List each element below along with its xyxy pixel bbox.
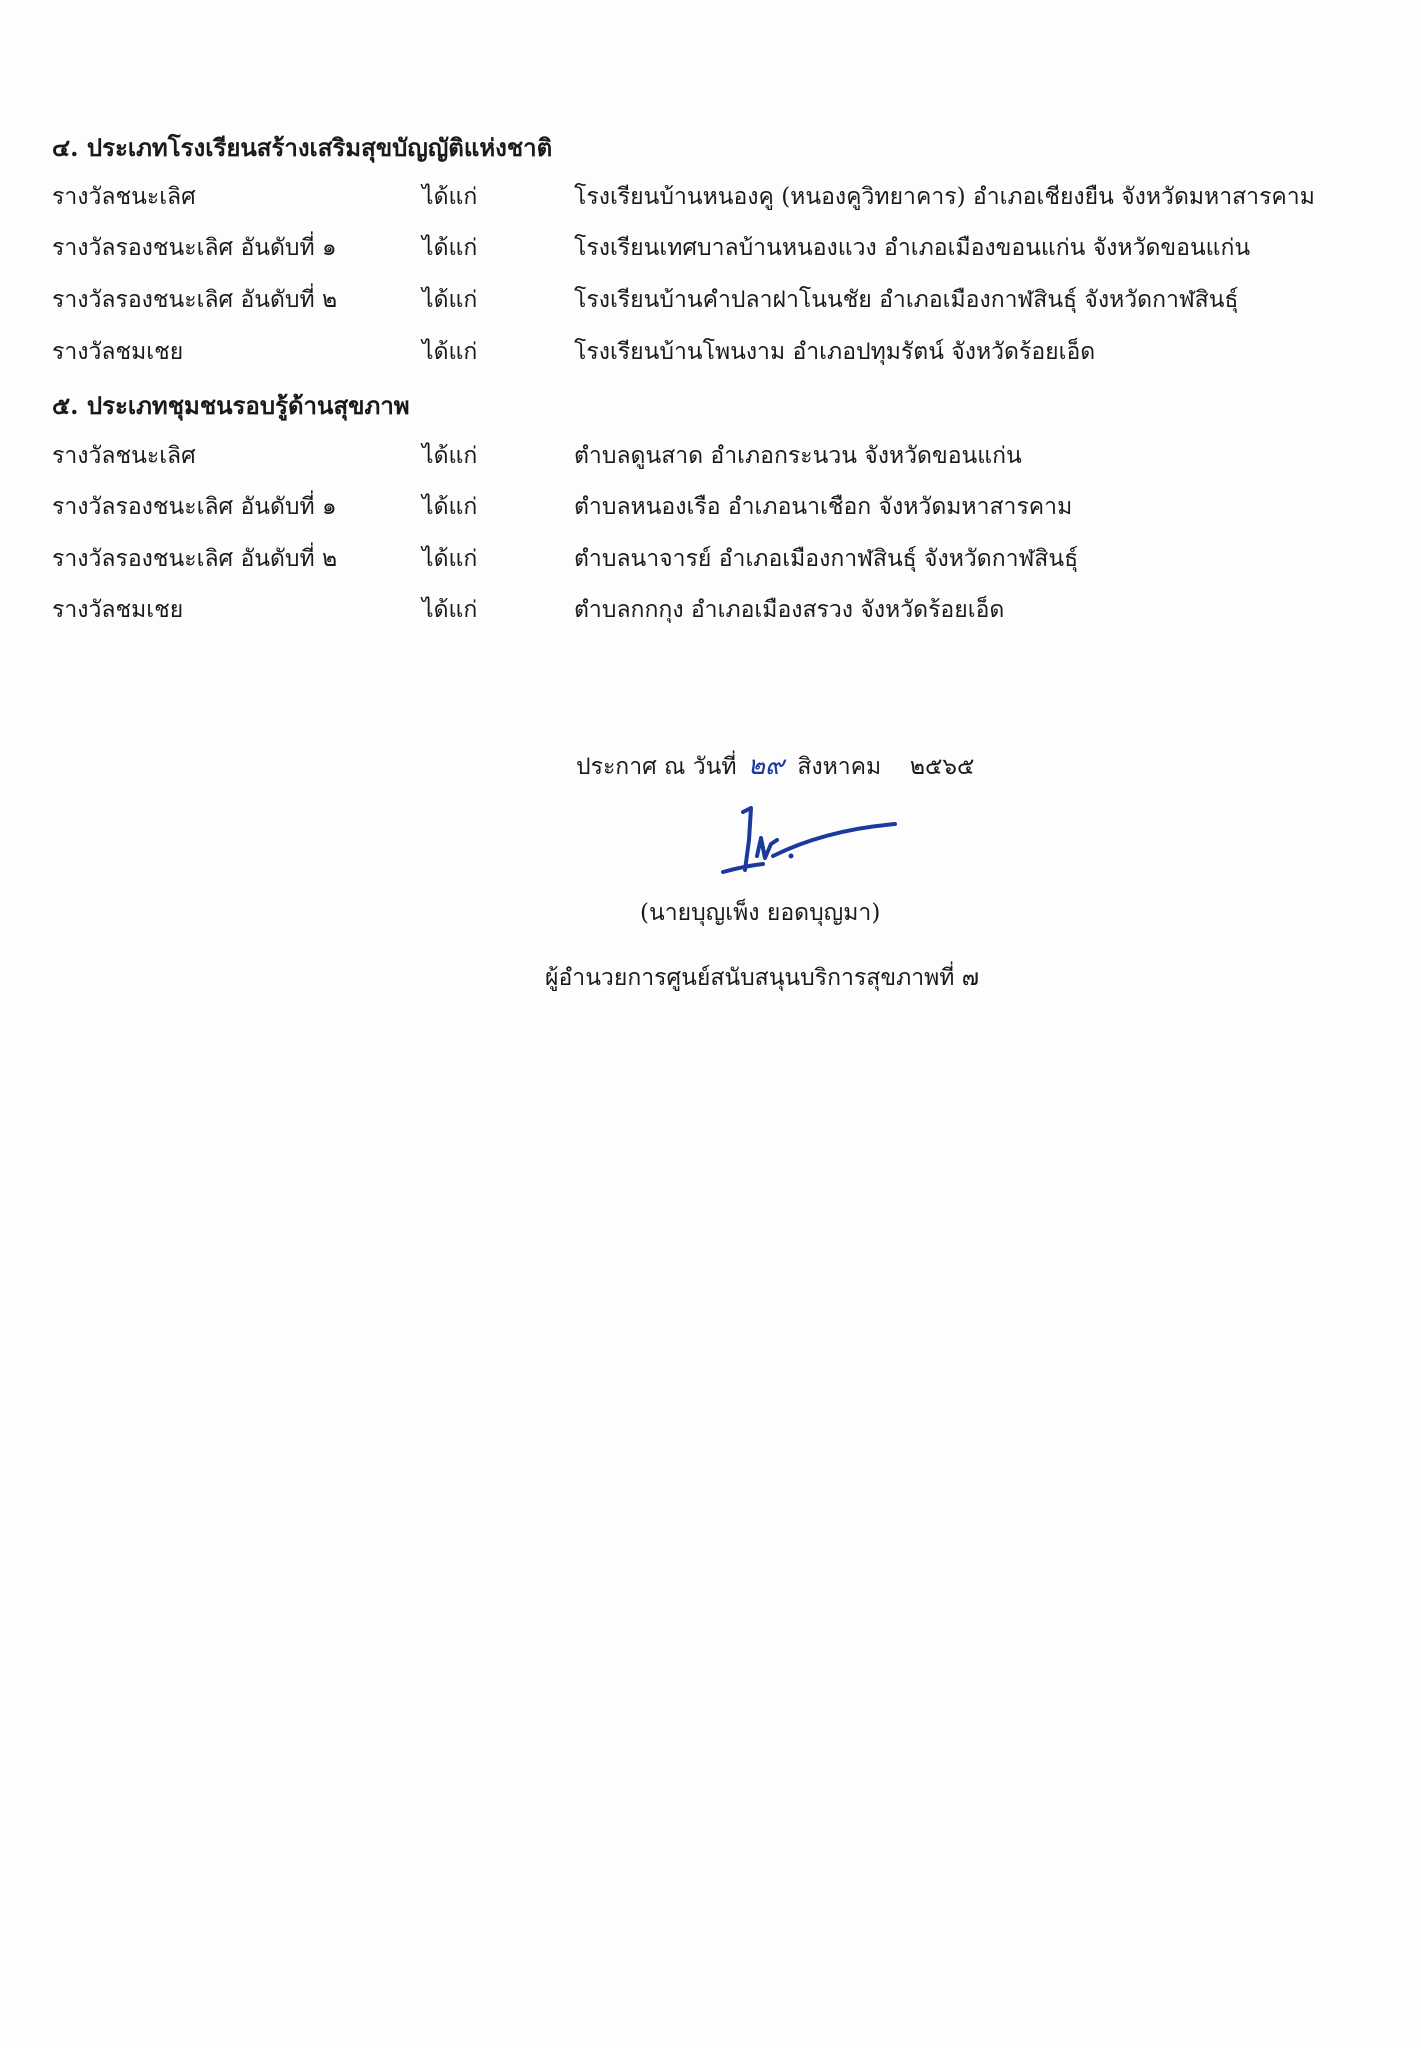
award-name: รางวัลรองชนะเลิศ อันดับที่ ๑ xyxy=(52,235,337,261)
award-name: รางวัลรองชนะเลิศ อันดับที่ ๒ xyxy=(52,287,338,313)
section-4-row xyxy=(0,230,1421,270)
award-name: รางวัลชมเชย xyxy=(52,339,184,365)
section-5-row xyxy=(0,438,1421,478)
handwritten-signature xyxy=(715,800,905,890)
section-5-title: ๕. ประเภทชุมชนรอบรู้ด้านสุขภาพ xyxy=(52,391,410,420)
given-to-label: ได้แก่ xyxy=(422,235,478,261)
given-to-label: ได้แก่ xyxy=(422,546,478,572)
given-to-label: ได้แก่ xyxy=(422,597,478,623)
award-name: รางวัลชมเชย xyxy=(52,597,184,623)
award-name: รางวัลรองชนะเลิศ อันดับที่ ๑ xyxy=(52,494,337,520)
announcement-date-line xyxy=(576,745,974,786)
award-name: รางวัลชนะเลิศ xyxy=(52,443,196,469)
recipient-name: โรงเรียนเทศบาลบ้านหนองแวง อำเภอเมืองขอนแก่น จังหวัดขอนแก่น xyxy=(574,235,1251,261)
signer-title: ผู้อำนวยการศูนย์สนับสนุนบริการสุขภาพที่ ๗ xyxy=(545,965,980,991)
handwritten-day: ๒๙ xyxy=(747,751,785,781)
given-to-label: ได้แก่ xyxy=(422,494,478,520)
award-name: รางวัลชนะเลิศ xyxy=(52,184,196,210)
given-to-label: ได้แก่ xyxy=(422,339,478,365)
announcement-month: สิงหาคม xyxy=(797,754,882,780)
recipient-name: โรงเรียนบ้านหนองคู (หนองคูวิทยาคาร) อำเภอเชียงยืน จังหวัดมหาสารคาม xyxy=(574,184,1315,210)
recipient-name: โรงเรียนบ้านโพนงาม อำเภอปทุมรัตน์ จังหวัดร้อยเอ็ด xyxy=(574,339,1096,365)
recipient-name: ตำบลนาจารย์ อำเภอเมืองกาฬสินธุ์ จังหวัดกาฬสินธุ์ xyxy=(574,546,1079,572)
award-name: รางวัลรองชนะเลิศ อันดับที่ ๒ xyxy=(52,546,338,572)
given-to-label: ได้แก่ xyxy=(422,184,478,210)
recipient-name: ตำบลหนองเรือ อำเภอนาเชือก จังหวัดมหาสารคาม xyxy=(574,494,1073,520)
section-5-row xyxy=(0,592,1421,632)
signer-name: (นายบุญเพ็ง ยอดบุญมา) xyxy=(640,900,881,926)
given-to-label: ได้แก่ xyxy=(422,443,478,469)
section-4-title: ๔. ประเภทโรงเรียนสร้างเสริมสุขบัญญัติแห่งชาติ xyxy=(52,133,553,162)
recipient-name: โรงเรียนบ้านคำปลาฝาโนนชัย อำเภอเมืองกาฬสินธุ์ จังหวัดกาฬสินธุ์ xyxy=(574,287,1239,313)
given-to-label: ได้แก่ xyxy=(422,287,478,313)
announcement-prefix: ประกาศ ณ วันที่ xyxy=(576,754,737,780)
section-4-row xyxy=(0,334,1421,374)
section-4-row xyxy=(0,282,1421,322)
announcement-year: ๒๕๖๕ xyxy=(909,754,975,780)
recipient-name: ตำบลดูนสาด อำเภอกระนวน จังหวัดขอนแก่น xyxy=(574,443,1022,469)
recipient-name: ตำบลกกกุง อำเภอเมืองสรวง จังหวัดร้อยเอ็ด xyxy=(574,597,1005,623)
section-5-row xyxy=(0,489,1421,529)
section-5-row xyxy=(0,541,1421,581)
section-4-row xyxy=(0,179,1421,219)
